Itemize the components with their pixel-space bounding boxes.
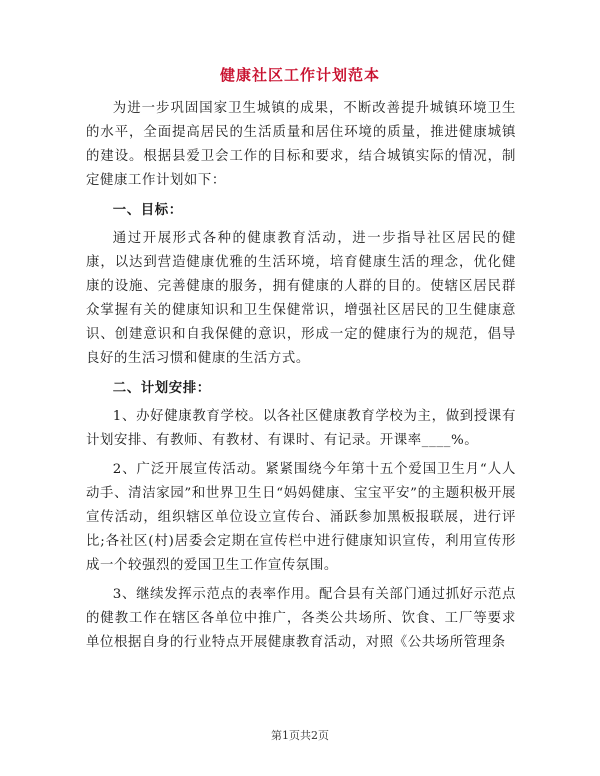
plan-item-1: 1、办好健康教育学校。以各社区健康教育学校为主，做到授课有计划安排、有教师、有教材、有课时、有记录。开课率____%。: [86, 409, 516, 448]
section-heading-goals: 一、目标：: [112, 202, 183, 218]
page-number-footer: 第1页共2页: [271, 729, 329, 742]
document-title: 健康社区工作计划范本: [219, 66, 380, 84]
plan-item-2: 2、广泛开展宣传活动。紧紧围绕今年第十五个爱国卫生月“人人动手、清洁家园”和世界卫生日“妈妈健康、宝宝平安”的主题积极开展宣传活动，组织辖区单位设立宣传台、涌跃参加黑板报联展，进行评比;各社区(村)居委会定期在宣传栏中进行健康知识宣传，利用宣传形成一个较强烈的爱国卫生工作宣传氛围。: [86, 462, 516, 573]
intro-paragraph: 为进一步巩固国家卫生城镇的成果，不断改善提升城镇环境卫生的水平，全面提高居民的生活质量和居住环境的质量，推进健康城镇的建设。根据县爱卫会工作的目标和要求，结合城镇实际的情况，制定健康工作计划如下：: [86, 101, 516, 188]
section-heading-plan: 二、计划安排：: [112, 380, 211, 396]
goals-paragraph: 通过开展形式各种的健康教育活动，进一步指导社区居民的健康，以达到营造健康优雅的生活环境，培育健康生活的理念，优化健康的设施、完善健康的服务，拥有健康的人群的目的。使辖区居民群众掌握有关的健康知识和卫生保健常识，增强社区居民的卫生健康意识、创建意识和自我保健的意识，形成一定的健康行为的规范，倡导良好的生活习惯和健康的生活方式。: [86, 231, 516, 366]
plan-item-3: 3、继续发挥示范点的表率作用。配合县有关部门通过抓好示范点的健教工作在辖区各单位中推广，各类公共场所、饮食、工厂等要求单位根据自身的行业特点开展健康教育活动，对照《公共场所管理条: [86, 587, 516, 650]
document-body: [86, 97, 516, 660]
